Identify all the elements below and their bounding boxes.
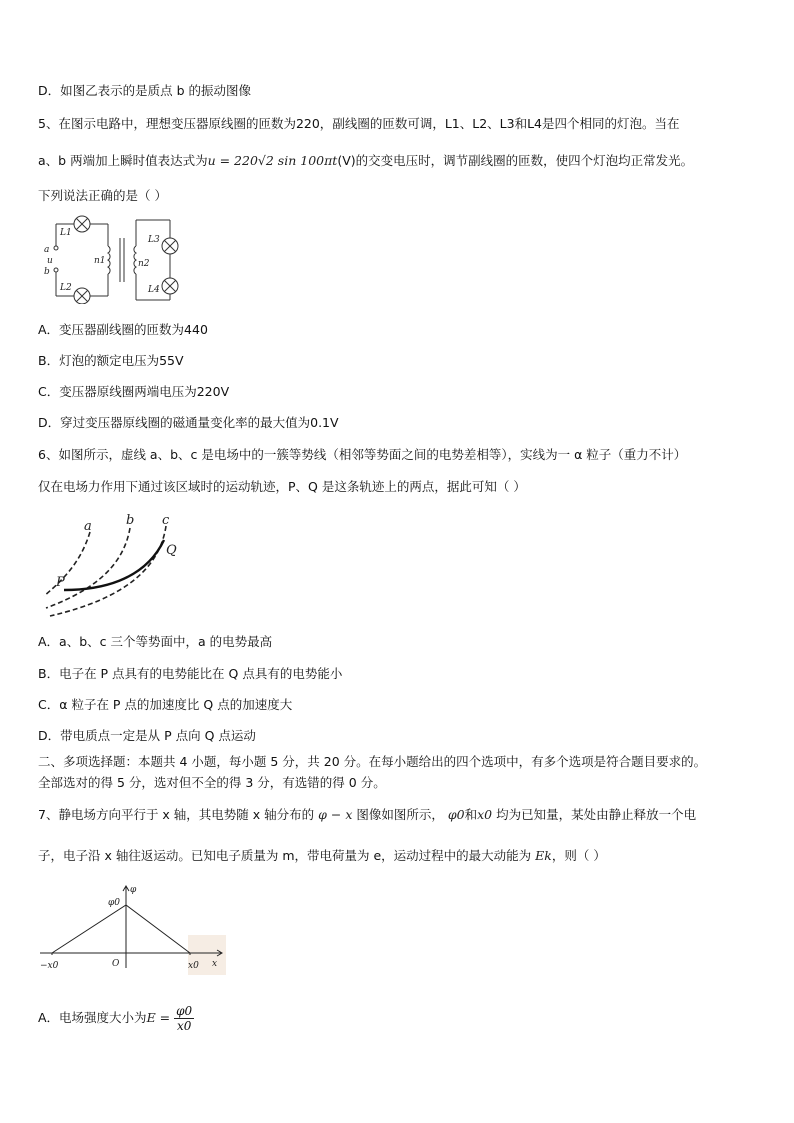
q7-phi0: φ0 <box>447 807 465 822</box>
terminal-b-label: b <box>44 267 50 277</box>
fraction-denominator: x0 <box>176 1019 192 1033</box>
q5-stem-line1: 5、在图示电路中，理想变压器原线圈的匝数为220，副线圈的匝数可调，L1、L2、L3和L4是四个相同的灯泡。当在 <box>38 116 680 131</box>
voltage-u-label: u <box>47 256 53 266</box>
lamp-l3-label: L3 <box>148 235 160 245</box>
q7-phi-x: φ − x <box>318 807 353 822</box>
lamp-l1-label: L1 <box>60 228 72 238</box>
q6-stem-line1: 6、如图所示，虚线 a、b、c 是电场中的一簇等势线（相邻等势面之间的电势差相等），实线为一 α 粒子（重力不计） <box>38 447 687 462</box>
q6-option-d: D．带电质点一定是从 P 点向 Q 点运动 <box>38 728 256 743</box>
primary-turns-label: n1 <box>94 256 106 266</box>
q5-stem-line2-post: (V)的交变电压时，调节副线圈的匝数，使四个灯泡均正常发光。 <box>337 153 694 168</box>
q7-line2-pre: 子，电子沿 x 轴往返运动。已知电子质量为 m，带电荷量为 e，运动过程中的最大动能为 <box>38 848 532 863</box>
q7-ek: Ek <box>535 848 552 863</box>
terminal-a-label: a <box>44 245 50 255</box>
q5-option-d: D．穿过变压器原线圈的磁通量变化率的最大值为0.1V <box>38 415 339 430</box>
secondary-turns-label: n2 <box>138 259 150 269</box>
section2-intro-line2: 全部选对的得 5 分，选对但不全的得 3 分，有选错的得 0 分。 <box>38 775 386 790</box>
q5-stem-line3: 下列说法正确的是（ ） <box>38 188 167 203</box>
q7-option-a-fraction <box>174 1004 194 1033</box>
q5-transformer-circuit-figure <box>40 212 190 304</box>
lamp-icon <box>74 216 178 304</box>
x0-tick-label: x0 <box>188 961 199 971</box>
origin-label: O <box>112 959 120 969</box>
neg-x0-tick-label: −x0 <box>40 961 59 971</box>
q6-equipotential-figure <box>38 510 188 620</box>
point-p-label: P <box>56 575 65 590</box>
q7-option-a <box>38 1000 758 1036</box>
q5-stem-line2 <box>38 152 758 170</box>
q5-option-c: C．变压器原线圈两端电压为220V <box>38 384 230 399</box>
q5-voltage-formula: u = 220√2 sin 100πt <box>207 153 338 168</box>
q7-line1-mid: 图像如图所示， <box>356 807 444 822</box>
q7-line1-pre: 7、静电场方向平行于 x 轴，其电势随 x 轴分布的 <box>38 807 315 822</box>
q6-option-c: C．α 粒子在 P 点的加速度比 Q 点的加速度大 <box>38 697 293 712</box>
q6-option-b: B．电子在 P 点具有的电势能比在 Q 点具有的电势能小 <box>38 666 343 681</box>
q7-and: 和 <box>464 807 478 822</box>
q6-stem-line2: 仅在电场力作用下通过该区域时的运动轨迹，P、Q 是这条轨迹上的两点，据此可知（ ） <box>38 479 526 494</box>
q7-potential-graph <box>38 880 230 978</box>
q7-option-a-pre: A．电场强度大小为 <box>38 1010 147 1025</box>
phi0-tick-label: φ0 <box>108 898 121 908</box>
q7-line1-post: 均为已知量，某处由静止释放一个电 <box>496 807 697 822</box>
lamp-l2-label: L2 <box>60 283 72 293</box>
q7-line2-post: ，则（ ） <box>551 848 606 863</box>
section2-intro-line1: 二、多项选择题：本题共 4 小题，每小题 5 分，共 20 分。在每小题给出的四个选项中，有多个选项是符合题目要求的。 <box>38 754 707 769</box>
fraction-numerator: φ0 <box>176 1004 193 1018</box>
line-a-label: a <box>84 519 92 534</box>
axis-phi-label: φ <box>130 885 137 895</box>
q7-x0: x0 <box>477 807 493 822</box>
point-q-label: Q <box>166 543 177 558</box>
q7-stem-line2 <box>38 847 758 865</box>
lamp-l4-label: L4 <box>148 285 160 295</box>
q5-option-a: A．变压器副线圈的匝数为440 <box>38 322 208 337</box>
q4-option-d: D．如图乙表示的是质点 b 的振动图像 <box>38 83 252 98</box>
q5-stem-line2-pre: a、b 两端加上瞬时值表达式为 <box>38 153 208 168</box>
q5-option-b: B．灯泡的额定电压为55V <box>38 353 184 368</box>
line-c-label: c <box>162 513 170 528</box>
axis-x-label: x <box>212 959 218 969</box>
q7-stem-line1 <box>38 806 758 824</box>
q7-option-a-e: E = <box>146 1010 171 1025</box>
line-b-label: b <box>126 513 135 528</box>
q6-option-a: A．a、b、c 三个等势面中，a 的电势最高 <box>38 634 273 649</box>
